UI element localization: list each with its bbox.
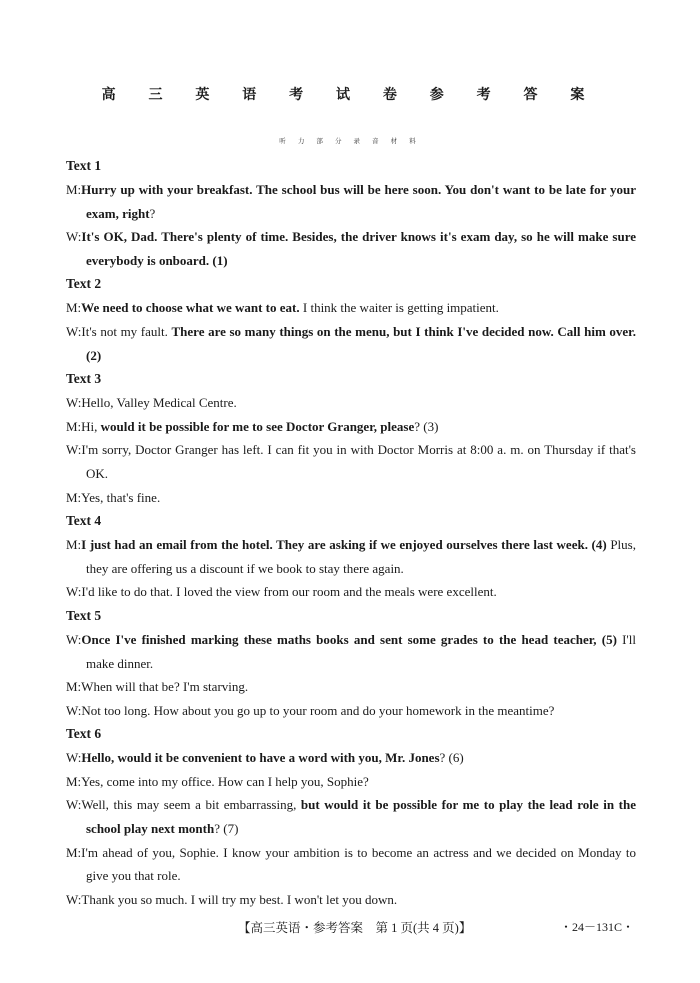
dialogue-line (66, 415, 636, 439)
dialogue-line (66, 580, 636, 604)
dialogue-line (66, 793, 636, 840)
answer-highlight: I just had an email from the hotel. They are asking if we enjoyed ourselves there last week. (4) (81, 537, 607, 553)
line-text: W:I'm sorry, Doctor Granger has left. I can fit you in with Doctor Morris at 8:00 a. m. on Thursday if that's OK. (66, 442, 636, 481)
dialogue-heading: Text 6 (66, 726, 102, 742)
dialogue-line (66, 296, 636, 320)
dialogue-line (66, 178, 636, 225)
answer-highlight: but would it be possible for me to play the lead role in the school play next month (86, 797, 636, 837)
answer-highlight: It's OK, Dad. There's plenty of time. Besides, the driver knows it's exam day, so he will make sure everybody is onboard. (1) (81, 229, 636, 268)
dialogue-line (66, 841, 636, 888)
dialogue-heading: Text 3 (66, 371, 102, 387)
dialogue-line (66, 675, 636, 699)
dialogue-line (66, 746, 636, 770)
line-text: ? (7) (214, 821, 239, 837)
answer-highlight: We need to choose what we want to eat. (81, 300, 300, 316)
line-text: W:Thank you so much. I will try my best. I won't let you down. (66, 891, 398, 907)
dialogue-heading: Text 4 (66, 513, 102, 529)
answer-highlight: would it be possible for me to see Doctor Granger, please (100, 418, 415, 434)
line-text: M: (66, 182, 82, 197)
line-text: W:It's not my fault. (66, 323, 172, 339)
line-text: W:Well, this may seem a bit embarrassing, (66, 797, 301, 813)
line-text: I'll make dinner. (86, 631, 636, 671)
section-subtitle: 听 力 部 分 录 音 材 料 (279, 137, 421, 145)
dialogue-line (66, 225, 636, 272)
line-text: I think the waiter is getting impatient. (299, 300, 499, 316)
line-text: W: (66, 631, 82, 647)
dialogue-line (66, 391, 636, 415)
line-text: ? (149, 205, 156, 221)
line-text: M:Yes, come into my office. How can I help you, Sophie? (66, 773, 369, 789)
line-text: ? (3) (414, 418, 439, 434)
line-text: Plus, they are offering us a discount if we book to stay there again. (86, 537, 636, 576)
page-footer (0, 918, 700, 938)
transcript-content (66, 154, 636, 911)
answer-highlight: Once I've finished marking these maths books and sent some grades to the head teacher, (5) (81, 631, 617, 647)
line-text: W:I'd like to do that. I loved the view from our room and the meals were excellent. (66, 584, 497, 600)
answer-highlight: Hello, would it be convenient to have a word with you, Mr. Jones (81, 750, 440, 766)
dialogue-heading: Text 2 (66, 276, 102, 292)
line-text: W:Hello, Valley Medical Centre. (66, 395, 237, 411)
dialogue-line (66, 770, 636, 794)
line-text: W: (66, 229, 82, 245)
dialogue-line (66, 438, 636, 485)
line-text: W:Not too long. How about you go up to your room and do your homework in the meantime? (66, 702, 555, 718)
line-text: M:Hi, (66, 418, 101, 434)
answer-highlight: There are so many things on the menu, but I think I've decided now. Call him over. (2) (86, 323, 636, 363)
dialogue-line (66, 628, 636, 675)
footer-code: ・24－131C・ (559, 920, 634, 934)
dialogue-heading: Text 5 (66, 607, 102, 623)
page-title: 高 三 英 语 考 试 卷 参 考 答 案 (101, 87, 599, 103)
footer-page-info: 【高三英语・参考答案 第 1 页(共 4 页)】 (238, 921, 472, 935)
line-text: M: (66, 300, 82, 316)
dialogue-line (66, 486, 636, 510)
dialogue-line (66, 888, 636, 912)
dialogue-line (66, 699, 636, 723)
line-text: M:I'm ahead of you, Sophie. I know your ambition is to become an actress and we decided on Monday to give you that role. (66, 844, 636, 884)
dialogue-line (66, 533, 636, 580)
line-text: M:Yes, that's fine. (66, 489, 161, 505)
line-text: ? (6) (439, 750, 464, 766)
line-text: W: (66, 750, 82, 766)
line-text: M:When will that be? I'm starving. (66, 679, 249, 695)
line-text: M: (66, 537, 82, 553)
dialogue-heading: Text 1 (66, 158, 102, 173)
dialogue-line (66, 320, 636, 367)
answer-highlight: Hurry up with your breakfast. The school bus will be here soon. You don't want to be late for your exam, right (81, 182, 636, 221)
